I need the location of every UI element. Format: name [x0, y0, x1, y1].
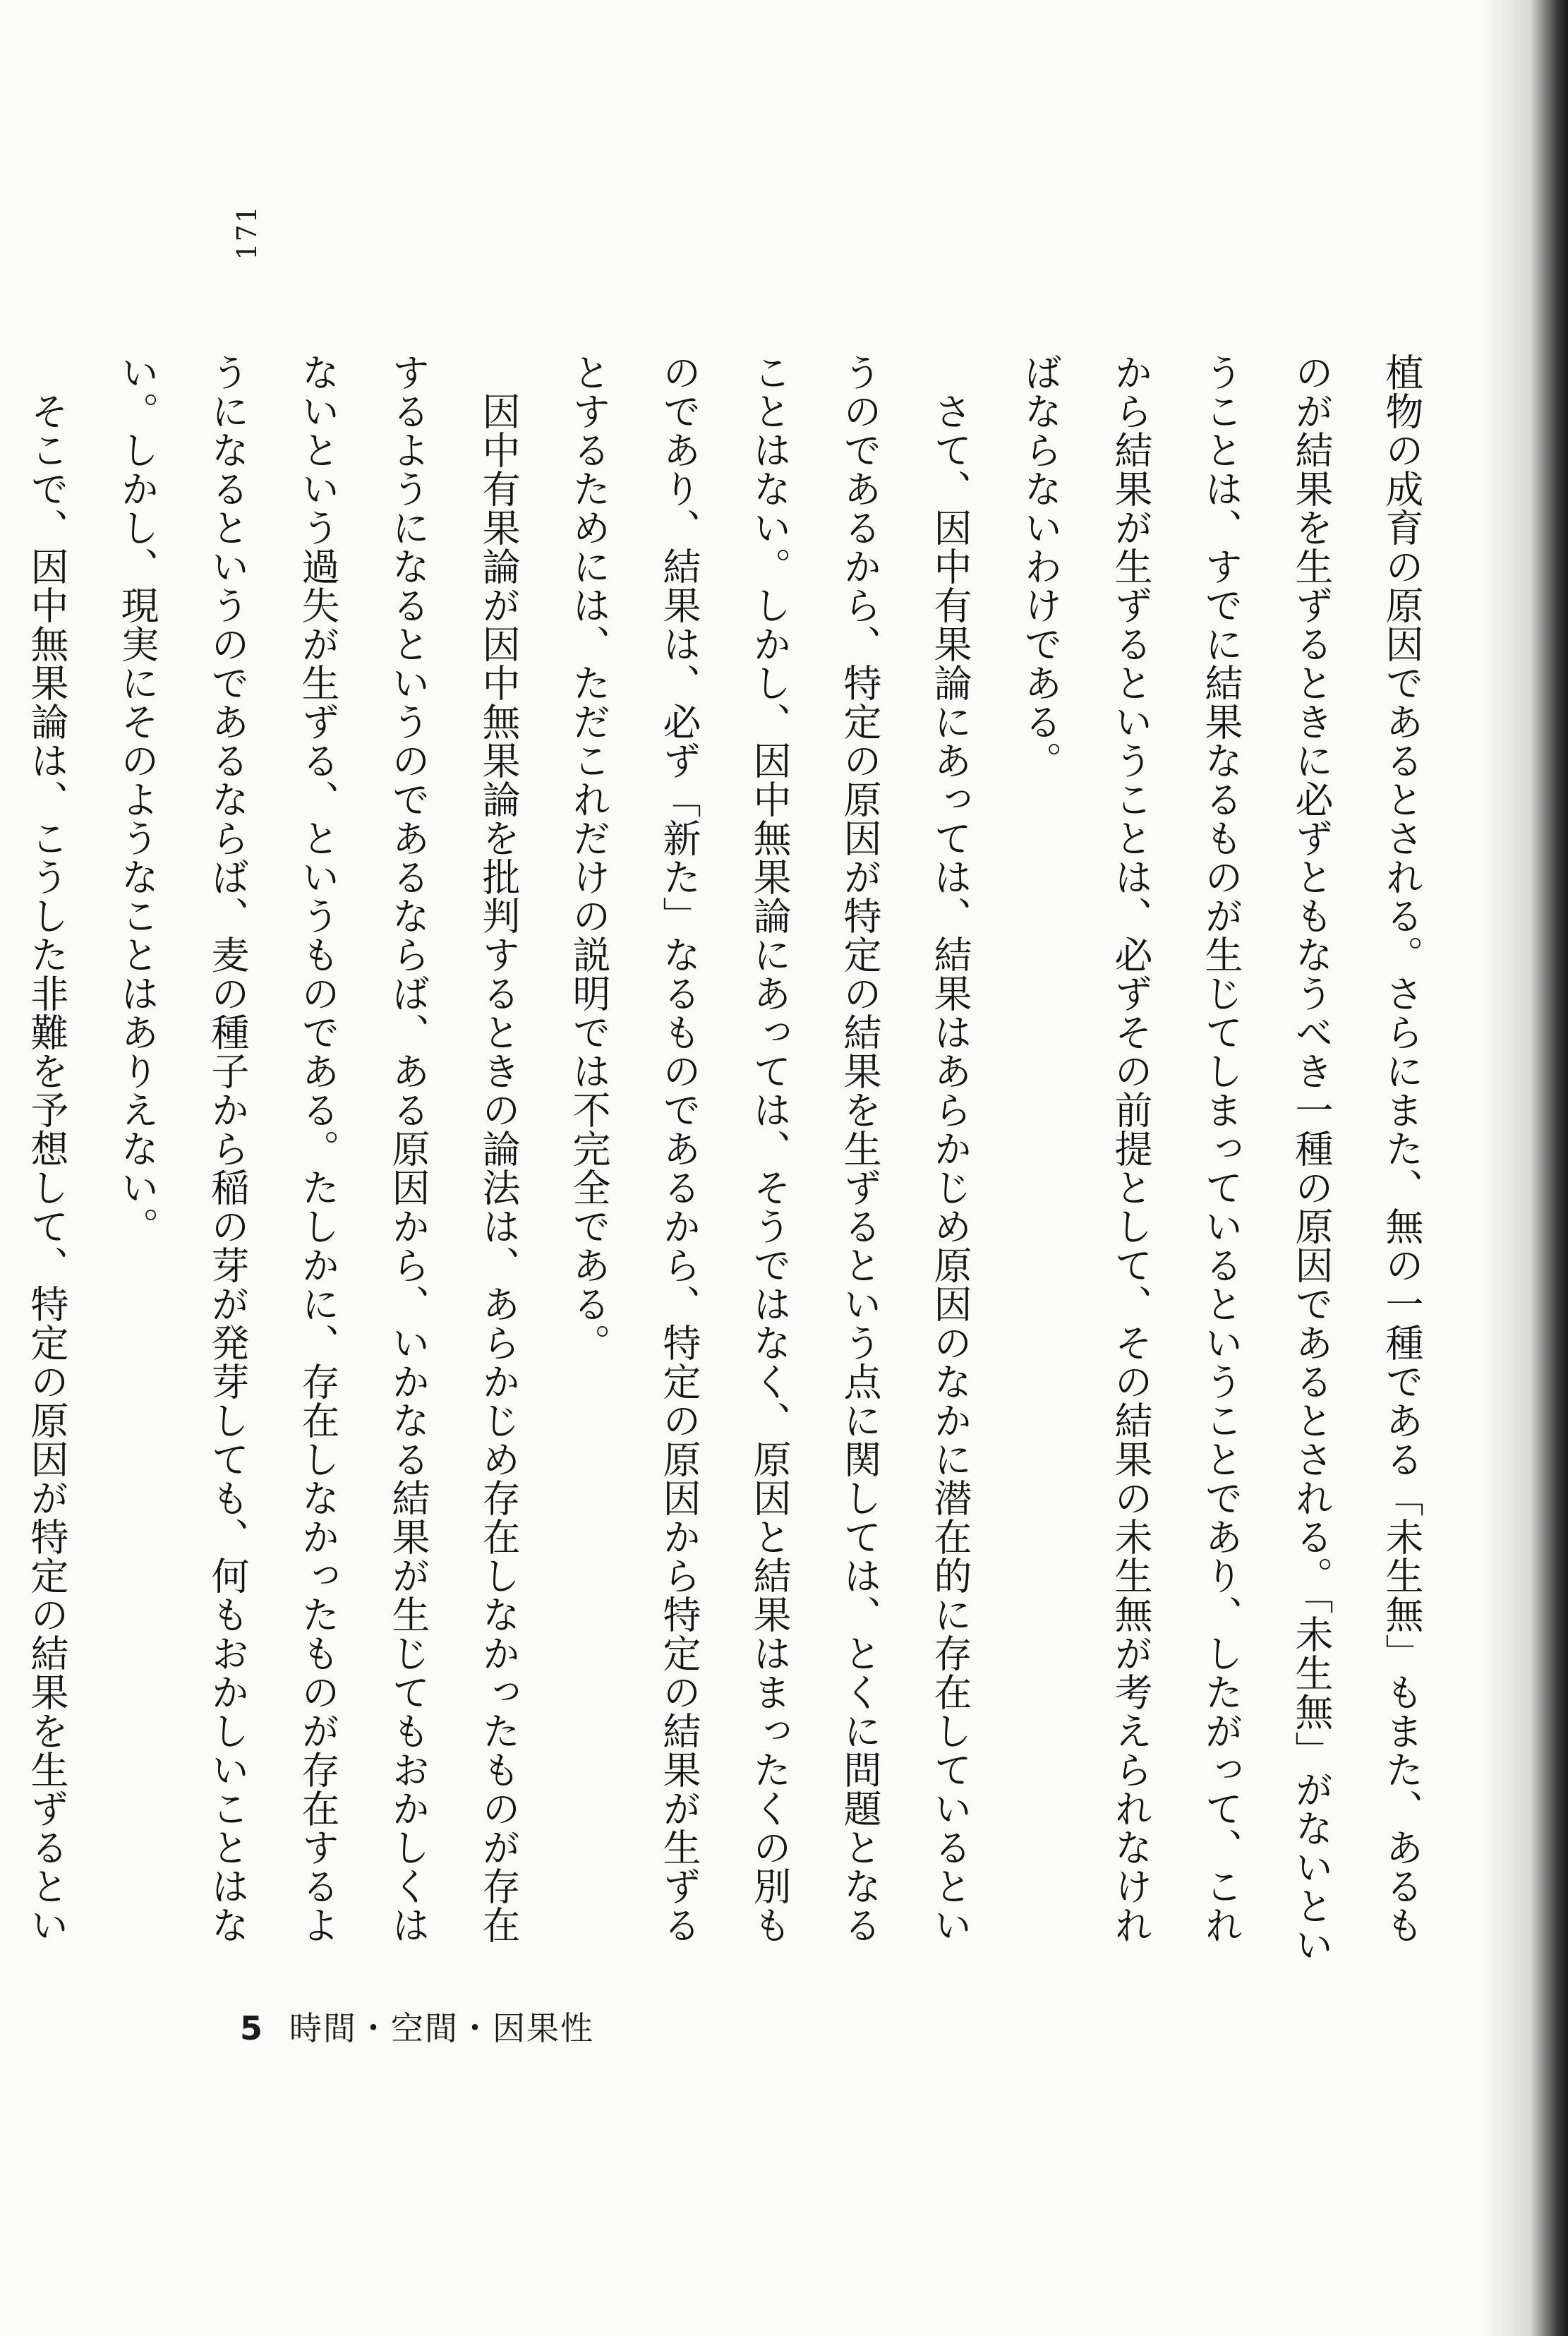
paragraph-2-text: さて、因中有果論にあっては、結果はあらかじめ原因のなかに潜在的に存在しているというのであるから、特定の原因が特定の結果を生ずるという点に関しては、とくに問題となることはない。しかし、因中無果論にあっては、そうではなく、原因と結果はまったくの別ものであり、結果は、必ず「新た」なるものであるから、特定の原因から特定の結果が生ずるとするためには、ただこれだけの説明では不完全である。: [567, 353, 972, 1944]
paragraph-2: [543, 353, 995, 1976]
paragraph-3: [92, 353, 543, 1976]
paragraph-4-text: そこで、因中無果論は、こうした非難を予想して、特定の原因が特定の結果を生ずるとい: [25, 392, 69, 1944]
running-head: [240, 2003, 594, 2049]
chapter-number: 5: [240, 2009, 265, 2047]
paragraph-4: [0, 353, 92, 1976]
body-text: [25, 353, 1447, 1976]
page-number: 171: [231, 205, 263, 260]
chapter-title: 時間・空間・因果性: [289, 2009, 595, 2047]
paragraph-3-text: 因中有果論が因中無果論を批判するときの論法は、あらかじめ存在しなかったものが存在するようになるというのであるならば、ある原因から、いかなる結果が生じてもおかしくはないという過失が生ずる、というものである。たしかに、存在しなかったものが存在するようになるというのであるならば、麦の種子から稲の芽が発芽しても、何もおかしいことはない。しかし、現実にそのようなことはありえない。: [115, 353, 521, 1944]
binding-shadow: [1483, 0, 1568, 2336]
paragraph-1: 植物の成育の原因であるとされる。さらにまた、無の一種である「未生無」もまた、あるものが結果を生ずるときに必ずともなうべき一種の原因であるとされる。「未生無」がないということは、すでに結果なるものが生じてしまっているということであり、したがって、これから結果が生ずるということは、必ずその前提として、その結果の未生無が考えられなければならないわけである。: [1018, 353, 1424, 1964]
